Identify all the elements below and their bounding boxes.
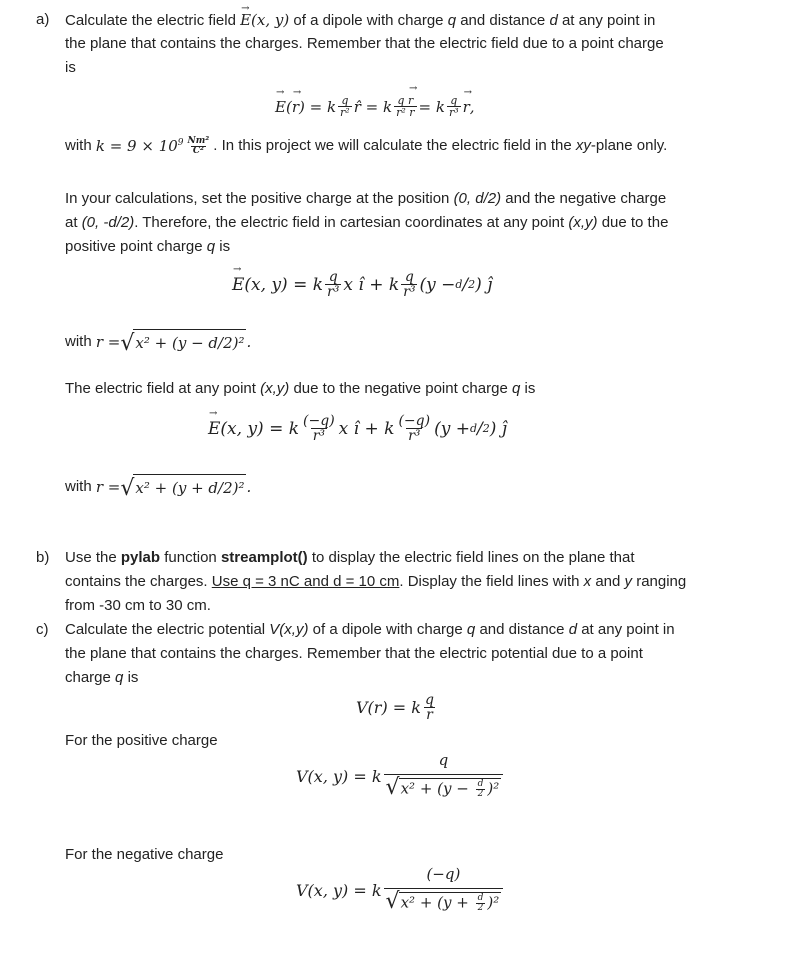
- part-a-label: a): [36, 11, 50, 28]
- positive-charge-label: For the positive charge: [65, 732, 218, 749]
- part-a-line-2: the plane that contains the charges. Remember that the electric field due to a point charge: [65, 35, 664, 52]
- para2-line-3: positive point charge q is: [65, 238, 231, 255]
- negative-charge-label: For the negative charge: [65, 846, 224, 863]
- part-b-line-2: contains the charges. Use q = 3 nC and d = 10 cm. Display the field lines with x and y ranging: [65, 573, 687, 590]
- r-definition-negative: with r = √ x² + (y + d/2)² .: [65, 476, 252, 501]
- para2-line-1: In your calculations, set the positive charge at the position (0, d/2) and the negative charge: [65, 190, 667, 207]
- part-b-line-3: from -30 cm to 30 cm.: [65, 597, 211, 614]
- with-k-line: with $k = 9 \times 10^9$ $\frac{\text{Nm²}}{\text{C²}}$ . In this project we will calculate the electric field in the xy -plane only.: [65, 135, 668, 156]
- potential-positive-equation: V(x, y) = k q √ x² + (y − $\frac{d}{2}$ )²: [296, 753, 505, 799]
- part-a-line-3: is: [65, 59, 76, 76]
- part-b-line-1: Use the pylab function streamplot() to display the electric field lines on the plane that: [65, 549, 635, 566]
- part-c-line-2: the plane that contains the charges. Remember that the electric potential due to a point: [65, 645, 643, 662]
- negative-field-equation: → E (x, y) = k $\frac{(-q)}{\text{r³}}$ x î + k $\frac{(-q)}{\text{r³}}$ (y + d / 2 ) ĵ: [208, 414, 507, 443]
- para2-line-2: at (0, -d/2). Therefore, the electric field in cartesian coordinates at any point (x,y) due to the: [65, 214, 669, 231]
- part-c-line-3: charge q is: [65, 669, 139, 686]
- part-a-line-1: Calculate the electric field → E(x, y) of a dipole with charge q and distance d at any point in: [65, 8, 655, 33]
- part-b-label: b): [36, 549, 50, 566]
- part-c-label: c): [36, 621, 49, 638]
- part-c-line-1: Calculate the electric potential V(x,y) of a dipole with charge q and distance d at any point in: [65, 621, 675, 638]
- potential-point-equation: V(r) = k $\frac{q}{r}$: [356, 692, 434, 723]
- potential-negative-equation: V(x, y) = k (−q) √ x² + (y + $\frac{d}{2}$ )²: [296, 867, 505, 913]
- positive-field-equation: → E (x, y) = k $\frac{q}{\text{r³}}$ x î + k $\frac{q}{\text{r³}}$ (y − d / 2 ) ĵ: [232, 270, 492, 299]
- coulomb-equation: → E ( → r ) = k $\frac{q}{\text{r²}}$ r̂ = k $\frac{q \to r}{\text{r² r}}$ = k $\frac{q}{\text{r³}}$ → r ,: [275, 95, 475, 118]
- negative-field-intro: The electric field at any point (x,y) due to the negative point charge q is: [65, 380, 536, 397]
- r-definition-positive: with r = √ x² + (y − d/2)² .: [65, 331, 252, 356]
